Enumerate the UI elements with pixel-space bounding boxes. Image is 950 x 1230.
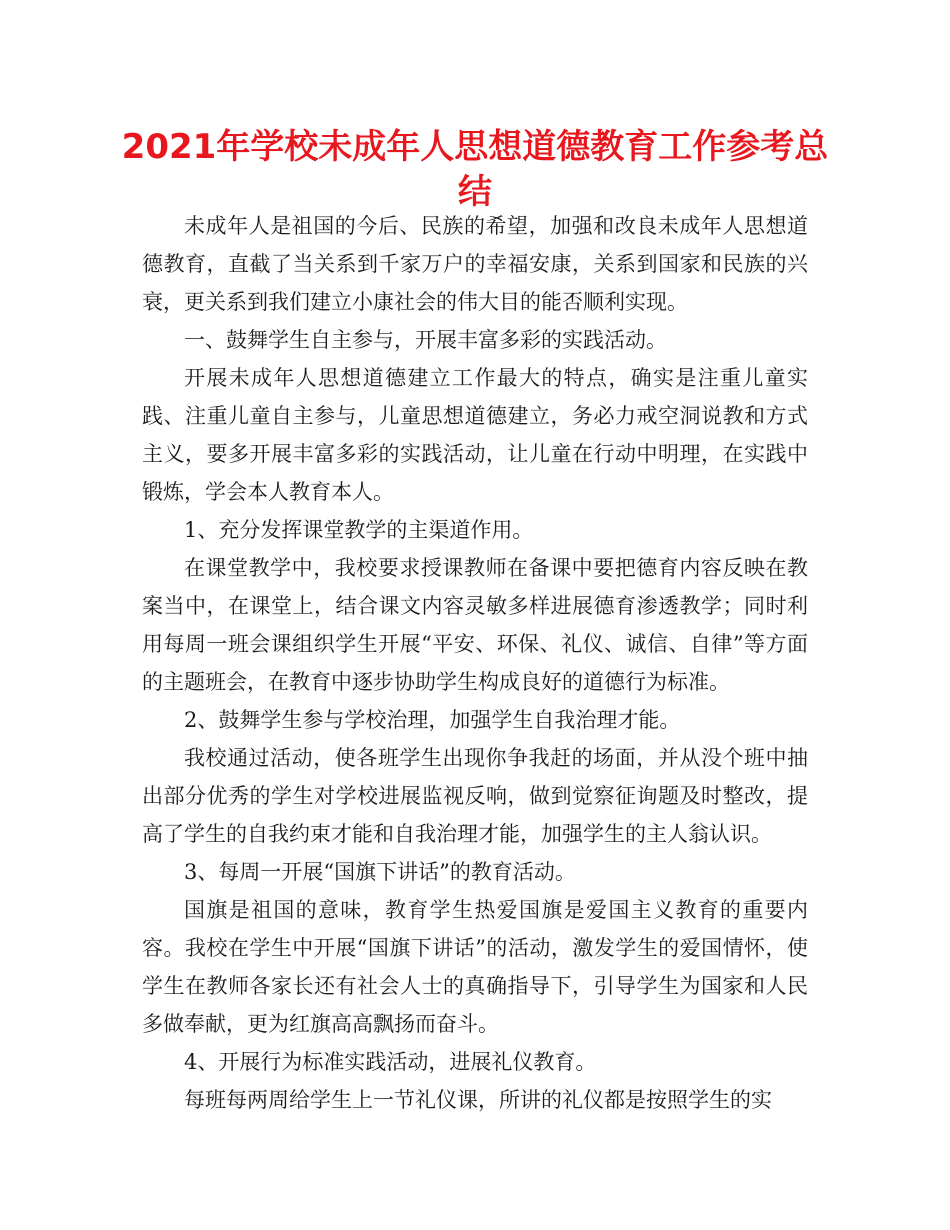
paragraph-subheading-1: 在课堂教学中，我校要求授课教师在备课中要把德育内容反映在教案当中，在课堂上，结合课文内容灵敏多样进展德育渗透教学；同时利用每周一班会课组织学生开展“平安、环保、礼仪、诚信、自律”等方面的主题班会，在教育中逐步协助学生构成良好的道德行为标准。 — [142, 556, 808, 694]
paragraph-subheading-3: 国旗是祖国的意味，教育学生热爱国旗是爱国主义教育的重要内容。我校在学生中开展“国旗下讲话”的活动，激发学生的爱国情怀，使学生在教师各家长还有社会人士的真确指导下，引导学生为国家和人民多做奉献，更为红旗高高飘扬而奋斗。 — [142, 898, 808, 1036]
document-title-line-2: 结 — [458, 172, 492, 212]
subheading-1: 1、充分发挥课堂教学的主渠道作用。 — [184, 518, 534, 542]
paragraph-subheading-4: 每班每两周给学生上一节礼仪课，所讲的礼仪都是按照学生的实 — [184, 1088, 772, 1112]
paragraph-section-1: 开展未成年人思想道德建立工作最大的特点，确实是注重儿童实践、注重儿童自主参与，儿童思想道德建立，务必力戒空洞说教和方式主义，要多开展丰富多彩的实践活动，让儿童在行动中明理，在实践中锻炼，学会本人教育本人。 — [142, 366, 808, 504]
section-heading-1: 一、鼓舞学生自主参与，开展丰富多彩的实践活动。 — [184, 328, 667, 352]
paragraph-subheading-2: 我校通过活动，使各班学生出现你争我赶的场面，并从没个班中抽出部分优秀的学生对学校进展监视反响，做到觉察征询题及时整改，提高了学生的自我约束才能和自我治理才能，加强学生的主人翁认识。 — [142, 746, 808, 846]
subheading-4: 4、开展行为标准实践活动，进展礼仪教育。 — [184, 1050, 597, 1074]
subheading-2: 2、鼓舞学生参与学校治理，加强学生自我治理才能。 — [184, 708, 681, 732]
document-body — [142, 207, 808, 1119]
document-title-line-1: 2021年学校未成年人思想道德教育工作参考总 — [121, 127, 829, 167]
paragraph-intro: 未成年人是祖国的今后、民族的希望，加强和改良未成年人思想道德教育，直截了当关系到千家万户的幸福安康，关系到国家和民族的兴衰，更关系到我们建立小康社会的伟大目的能否顺利实现。 — [142, 214, 808, 314]
subheading-3: 3、每周一开展“国旗下讲话”的教育活动。 — [184, 860, 576, 884]
